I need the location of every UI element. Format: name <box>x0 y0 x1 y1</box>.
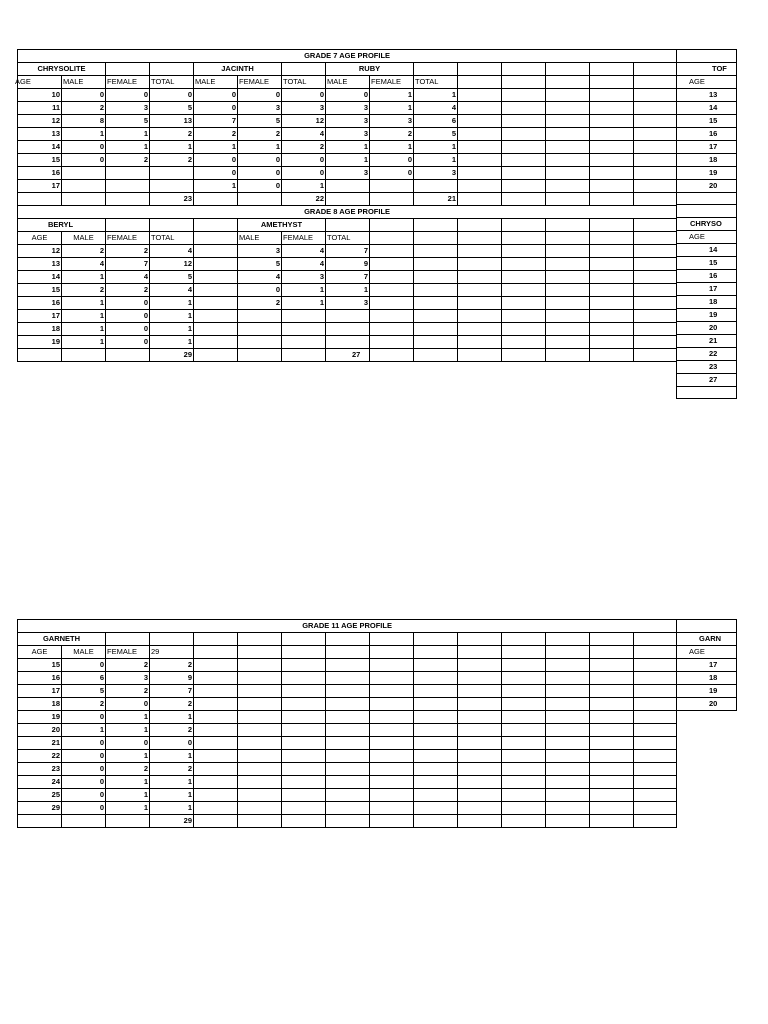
age-cell: 19 <box>18 336 62 349</box>
total-value: 27 <box>326 349 370 362</box>
male-header: MALE <box>62 646 106 659</box>
age-cell: 16 <box>677 127 737 140</box>
age-cell: 12 <box>18 245 62 258</box>
value-cell: 3 <box>326 167 370 180</box>
age-cell: 11 <box>18 102 62 115</box>
value-cell: 1 <box>106 711 150 724</box>
grade8-header-row <box>18 232 677 245</box>
value-cell: 1 <box>150 776 194 789</box>
total-header: TOTAL <box>282 76 326 89</box>
value-cell: 1 <box>106 724 150 737</box>
value-cell: 1 <box>326 141 370 154</box>
value-cell: 2 <box>62 102 106 115</box>
value-cell: 1 <box>62 297 106 310</box>
value-cell: 4 <box>62 258 106 271</box>
value-cell: 0 <box>62 737 106 750</box>
female-header: FEMALE <box>106 232 150 245</box>
age-cell: 17 <box>18 310 62 323</box>
male-header: MALE <box>62 76 106 89</box>
value-cell: 1 <box>282 297 326 310</box>
value-cell: 0 <box>62 154 106 167</box>
value-cell: 13 <box>150 115 194 128</box>
value-cell: 0 <box>238 89 282 102</box>
value-cell: 2 <box>62 245 106 258</box>
value-cell: 4 <box>282 258 326 271</box>
value-cell <box>106 167 150 180</box>
value-cell: 1 <box>414 141 458 154</box>
female-header: FEMALE <box>106 646 150 659</box>
age-cell: 22 <box>677 347 737 360</box>
female-header: FEMALE <box>106 76 150 89</box>
value-cell: 0 <box>238 167 282 180</box>
value-cell: 0 <box>106 698 150 711</box>
value-cell: 2 <box>62 698 106 711</box>
value-cell <box>326 336 370 349</box>
value-cell: 0 <box>62 141 106 154</box>
section-partial-a: TOF <box>677 62 737 75</box>
table-row <box>18 802 677 815</box>
value-cell <box>238 323 282 336</box>
table-row <box>18 659 677 672</box>
age-cell: 18 <box>677 671 737 684</box>
value-cell: 3 <box>326 102 370 115</box>
table-row <box>18 115 677 128</box>
male-header: MALE <box>326 76 370 89</box>
age-cell: 27 <box>677 373 737 386</box>
right-partial-bottom <box>676 619 720 759</box>
table-row <box>18 128 677 141</box>
section-ruby: RUBY <box>326 63 414 76</box>
value-cell: 0 <box>62 711 106 724</box>
value-cell: 1 <box>106 789 150 802</box>
age-cell: 18 <box>18 323 62 336</box>
value-cell <box>326 180 370 193</box>
table-row <box>18 672 677 685</box>
value-cell: 1 <box>282 180 326 193</box>
value-cell <box>326 323 370 336</box>
right-b-body <box>677 243 737 386</box>
value-cell: 2 <box>62 284 106 297</box>
table-row <box>18 167 677 180</box>
age-cell: 19 <box>677 308 737 321</box>
value-cell: 3 <box>326 128 370 141</box>
age-cell: 14 <box>18 141 62 154</box>
age-header: AGE <box>18 76 62 89</box>
age-header: AGE <box>677 75 737 88</box>
table-row <box>18 698 677 711</box>
value-cell: 2 <box>370 128 414 141</box>
value-cell: 5 <box>62 685 106 698</box>
age-cell: 12 <box>18 115 62 128</box>
value-cell: 2 <box>106 763 150 776</box>
age-cell: 17 <box>677 282 737 295</box>
right-partial-top <box>676 49 727 449</box>
value-cell: 7 <box>326 271 370 284</box>
value-cell: 0 <box>194 167 238 180</box>
value-cell: 0 <box>62 776 106 789</box>
value-cell: 3 <box>414 167 458 180</box>
value-cell: 0 <box>106 336 150 349</box>
value-cell: 1 <box>194 141 238 154</box>
value-cell: 1 <box>414 154 458 167</box>
age-cell: 14 <box>18 271 62 284</box>
value-cell: 1 <box>150 802 194 815</box>
value-cell: 2 <box>150 724 194 737</box>
age-cell: 17 <box>677 140 737 153</box>
value-cell: 0 <box>238 284 282 297</box>
value-cell: 2 <box>106 659 150 672</box>
value-cell: 0 <box>150 737 194 750</box>
table-row <box>18 750 677 763</box>
grade7-table <box>17 49 677 362</box>
value-cell: 1 <box>106 128 150 141</box>
value-cell: 0 <box>62 789 106 802</box>
grade7-total-row <box>18 193 677 206</box>
value-cell: 1 <box>194 180 238 193</box>
value-cell: 12 <box>150 258 194 271</box>
table-row <box>18 763 677 776</box>
age-cell: 15 <box>18 659 62 672</box>
value-cell <box>238 336 282 349</box>
age-cell: 14 <box>677 101 737 114</box>
value-cell: 0 <box>62 763 106 776</box>
age-cell: 17 <box>18 685 62 698</box>
right-a-body <box>677 88 737 192</box>
value-cell: 1 <box>150 336 194 349</box>
table-row <box>18 323 677 336</box>
value-cell: 0 <box>194 89 238 102</box>
value-cell: 2 <box>150 659 194 672</box>
female-header: FEMALE <box>282 232 326 245</box>
age-cell: 21 <box>18 737 62 750</box>
value-cell: 4 <box>238 271 282 284</box>
top-sheet <box>17 49 677 362</box>
value-cell <box>150 167 194 180</box>
value-cell: 4 <box>106 271 150 284</box>
value-cell: 0 <box>150 89 194 102</box>
value-cell: 1 <box>282 284 326 297</box>
value-cell: 3 <box>238 245 282 258</box>
value-cell: 3 <box>282 271 326 284</box>
value-cell: 3 <box>326 297 370 310</box>
grade11-table <box>17 619 677 828</box>
value-cell: 3 <box>106 672 150 685</box>
value-cell: 1 <box>414 89 458 102</box>
value-cell: 2 <box>106 685 150 698</box>
total-header: TOTAL <box>150 232 194 245</box>
value-cell: 1 <box>238 141 282 154</box>
age-cell: 19 <box>677 166 737 179</box>
value-cell <box>62 167 106 180</box>
value-cell: 5 <box>414 128 458 141</box>
male-header: MALE <box>62 232 106 245</box>
value-cell: 0 <box>370 167 414 180</box>
table-row <box>18 297 677 310</box>
age-cell: 14 <box>677 243 737 256</box>
age-cell: 15 <box>677 256 737 269</box>
total-value: 29 <box>150 349 194 362</box>
value-cell: 9 <box>326 258 370 271</box>
value-cell: 7 <box>106 258 150 271</box>
grade11-total-row <box>18 815 677 828</box>
value-cell <box>282 336 326 349</box>
value-cell: 1 <box>326 284 370 297</box>
value-cell: 0 <box>106 297 150 310</box>
value-cell: 2 <box>106 245 150 258</box>
value-cell: 0 <box>326 89 370 102</box>
value-cell: 2 <box>194 128 238 141</box>
age-header: AGE <box>677 230 737 243</box>
value-cell: 3 <box>238 102 282 115</box>
value-cell: 5 <box>150 102 194 115</box>
value-cell: 0 <box>282 167 326 180</box>
value-cell: 2 <box>150 698 194 711</box>
value-cell: 0 <box>106 323 150 336</box>
table-row <box>18 789 677 802</box>
table-row <box>18 258 677 271</box>
value-cell: 0 <box>106 89 150 102</box>
female-header: FEMALE <box>370 76 414 89</box>
value-cell: 1 <box>62 271 106 284</box>
grade8-section-row <box>18 219 677 232</box>
grade11-body <box>18 659 677 815</box>
value-cell: 5 <box>238 115 282 128</box>
value-cell: 0 <box>194 102 238 115</box>
age-header: AGE <box>677 645 737 658</box>
age-cell: 25 <box>18 789 62 802</box>
value-cell: 0 <box>62 659 106 672</box>
value-cell: 1 <box>62 310 106 323</box>
value-cell: 6 <box>414 115 458 128</box>
value-cell <box>326 310 370 323</box>
section-garneth: GARNETH <box>18 633 106 646</box>
value-cell <box>282 323 326 336</box>
table-row <box>18 141 677 154</box>
male-header: MALE <box>238 232 282 245</box>
age-cell: 17 <box>677 658 737 671</box>
value-cell: 2 <box>150 128 194 141</box>
value-cell <box>106 180 150 193</box>
table-row <box>18 89 677 102</box>
age-cell: 13 <box>18 258 62 271</box>
total-value: 22 <box>282 193 326 206</box>
section-jacinth: JACINTH <box>194 63 282 76</box>
age-cell: 17 <box>18 180 62 193</box>
female-header: FEMALE <box>238 76 282 89</box>
value-cell: 0 <box>282 89 326 102</box>
value-cell: 1 <box>106 750 150 763</box>
value-cell: 4 <box>150 284 194 297</box>
value-cell: 0 <box>238 180 282 193</box>
value-cell <box>370 180 414 193</box>
value-cell: 2 <box>238 297 282 310</box>
age-cell: 13 <box>677 88 737 101</box>
value-cell: 1 <box>370 102 414 115</box>
value-cell: 3 <box>326 115 370 128</box>
section-chrysolite: CHRYSOLITE <box>18 63 106 76</box>
age-cell: 20 <box>677 321 737 334</box>
value-cell: 2 <box>238 128 282 141</box>
value-cell: 0 <box>106 310 150 323</box>
value-cell: 2 <box>106 284 150 297</box>
total-value: 21 <box>414 193 458 206</box>
age-cell: 15 <box>18 284 62 297</box>
grade7-title: GRADE 7 AGE PROFILE <box>18 50 677 63</box>
value-cell: 1 <box>150 297 194 310</box>
value-cell: 1 <box>150 141 194 154</box>
value-cell <box>62 180 106 193</box>
value-cell <box>238 310 282 323</box>
age-cell: 22 <box>18 750 62 763</box>
age-cell: 29 <box>18 802 62 815</box>
value-cell: 1 <box>370 89 414 102</box>
value-cell: 2 <box>282 141 326 154</box>
table-row <box>18 776 677 789</box>
value-cell: 1 <box>150 310 194 323</box>
table-row <box>18 102 677 115</box>
section-partial-b: CHRYSO <box>677 217 737 230</box>
value-cell: 1 <box>150 789 194 802</box>
value-cell: 1 <box>370 141 414 154</box>
age-cell: 15 <box>677 114 737 127</box>
age-cell: 20 <box>677 179 737 192</box>
table-row <box>18 271 677 284</box>
value-cell: 5 <box>238 258 282 271</box>
total-value: 29 <box>150 815 194 828</box>
value-cell: 1 <box>150 750 194 763</box>
table-row <box>18 685 677 698</box>
age-cell: 16 <box>18 672 62 685</box>
age-cell: 15 <box>18 154 62 167</box>
age-cell: 24 <box>18 776 62 789</box>
value-cell: 7 <box>326 245 370 258</box>
value-cell: 4 <box>282 128 326 141</box>
total-value: 23 <box>150 193 194 206</box>
value-cell: 1 <box>62 128 106 141</box>
section-partial-garn: GARN <box>677 632 737 645</box>
value-cell: 0 <box>62 750 106 763</box>
value-cell: 1 <box>62 323 106 336</box>
value-cell: 4 <box>282 245 326 258</box>
age-cell: 18 <box>677 295 737 308</box>
value-cell: 1 <box>106 776 150 789</box>
grade8-body <box>18 245 677 349</box>
value-cell <box>414 180 458 193</box>
age-cell: 20 <box>18 724 62 737</box>
value-cell: 1 <box>106 141 150 154</box>
table-row <box>18 310 677 323</box>
value-cell: 2 <box>106 154 150 167</box>
table-row <box>18 724 677 737</box>
table-row <box>18 180 677 193</box>
age-cell: 18 <box>18 698 62 711</box>
table-row <box>18 284 677 297</box>
age-cell: 23 <box>677 360 737 373</box>
value-cell: 4 <box>150 245 194 258</box>
value-cell: 0 <box>106 737 150 750</box>
value-cell: 3 <box>370 115 414 128</box>
grade11-header-row <box>18 646 677 659</box>
grade7-section-row <box>18 63 677 76</box>
value-cell: 7 <box>194 115 238 128</box>
grade8-title: GRADE 8 AGE PROFILE <box>18 206 677 219</box>
total-header: TOTAL <box>414 76 458 89</box>
value-cell: 1 <box>150 323 194 336</box>
table-row <box>18 245 677 258</box>
value-cell: 1 <box>326 154 370 167</box>
age-cell: 10 <box>18 89 62 102</box>
age-cell: 16 <box>18 297 62 310</box>
age-cell: 13 <box>18 128 62 141</box>
grade7-header-row <box>18 76 677 89</box>
table-row <box>18 154 677 167</box>
value-cell: 6 <box>62 672 106 685</box>
grade8-total-row <box>18 349 677 362</box>
value-cell: 0 <box>282 154 326 167</box>
value-cell: 0 <box>62 89 106 102</box>
right-bottom-body <box>677 658 737 710</box>
age-cell: 19 <box>18 711 62 724</box>
total-header: TOTAL <box>326 232 370 245</box>
value-cell: 1 <box>62 724 106 737</box>
grade11-title: GRADE 11 AGE PROFILE <box>18 620 677 633</box>
value-cell: 12 <box>282 115 326 128</box>
value-cell: 4 <box>414 102 458 115</box>
section-beryl: BERYL <box>18 219 106 232</box>
value-cell: 1 <box>106 802 150 815</box>
value-cell: 1 <box>62 336 106 349</box>
value-cell: 5 <box>106 115 150 128</box>
age-cell: 19 <box>677 684 737 697</box>
grade11-section-row <box>18 633 677 646</box>
value-cell: 3 <box>106 102 150 115</box>
value-cell: 7 <box>150 685 194 698</box>
value-cell: 9 <box>150 672 194 685</box>
value-cell: 5 <box>150 271 194 284</box>
table-row <box>18 711 677 724</box>
value-cell: 1 <box>150 711 194 724</box>
value-cell: 0 <box>370 154 414 167</box>
total-header: 29 <box>150 646 194 659</box>
age-cell: 23 <box>18 763 62 776</box>
age-header: AGE <box>18 232 62 245</box>
age-cell: 16 <box>677 269 737 282</box>
bottom-sheet <box>17 619 677 828</box>
value-cell: 8 <box>62 115 106 128</box>
grade7-body <box>18 89 677 193</box>
value-cell <box>282 310 326 323</box>
total-header: TOTAL <box>150 76 194 89</box>
value-cell: 0 <box>238 154 282 167</box>
male-header: MALE <box>194 76 238 89</box>
table-row <box>18 737 677 750</box>
age-cell: 20 <box>677 697 737 710</box>
value-cell: 2 <box>150 763 194 776</box>
value-cell <box>150 180 194 193</box>
section-amethyst: AMETHYST <box>238 219 326 232</box>
age-cell: 18 <box>677 153 737 166</box>
value-cell: 0 <box>62 802 106 815</box>
age-header: AGE <box>18 646 62 659</box>
age-cell: 16 <box>18 167 62 180</box>
age-cell: 21 <box>677 334 737 347</box>
table-row <box>18 336 677 349</box>
value-cell: 3 <box>282 102 326 115</box>
value-cell: 0 <box>194 154 238 167</box>
value-cell: 2 <box>150 154 194 167</box>
